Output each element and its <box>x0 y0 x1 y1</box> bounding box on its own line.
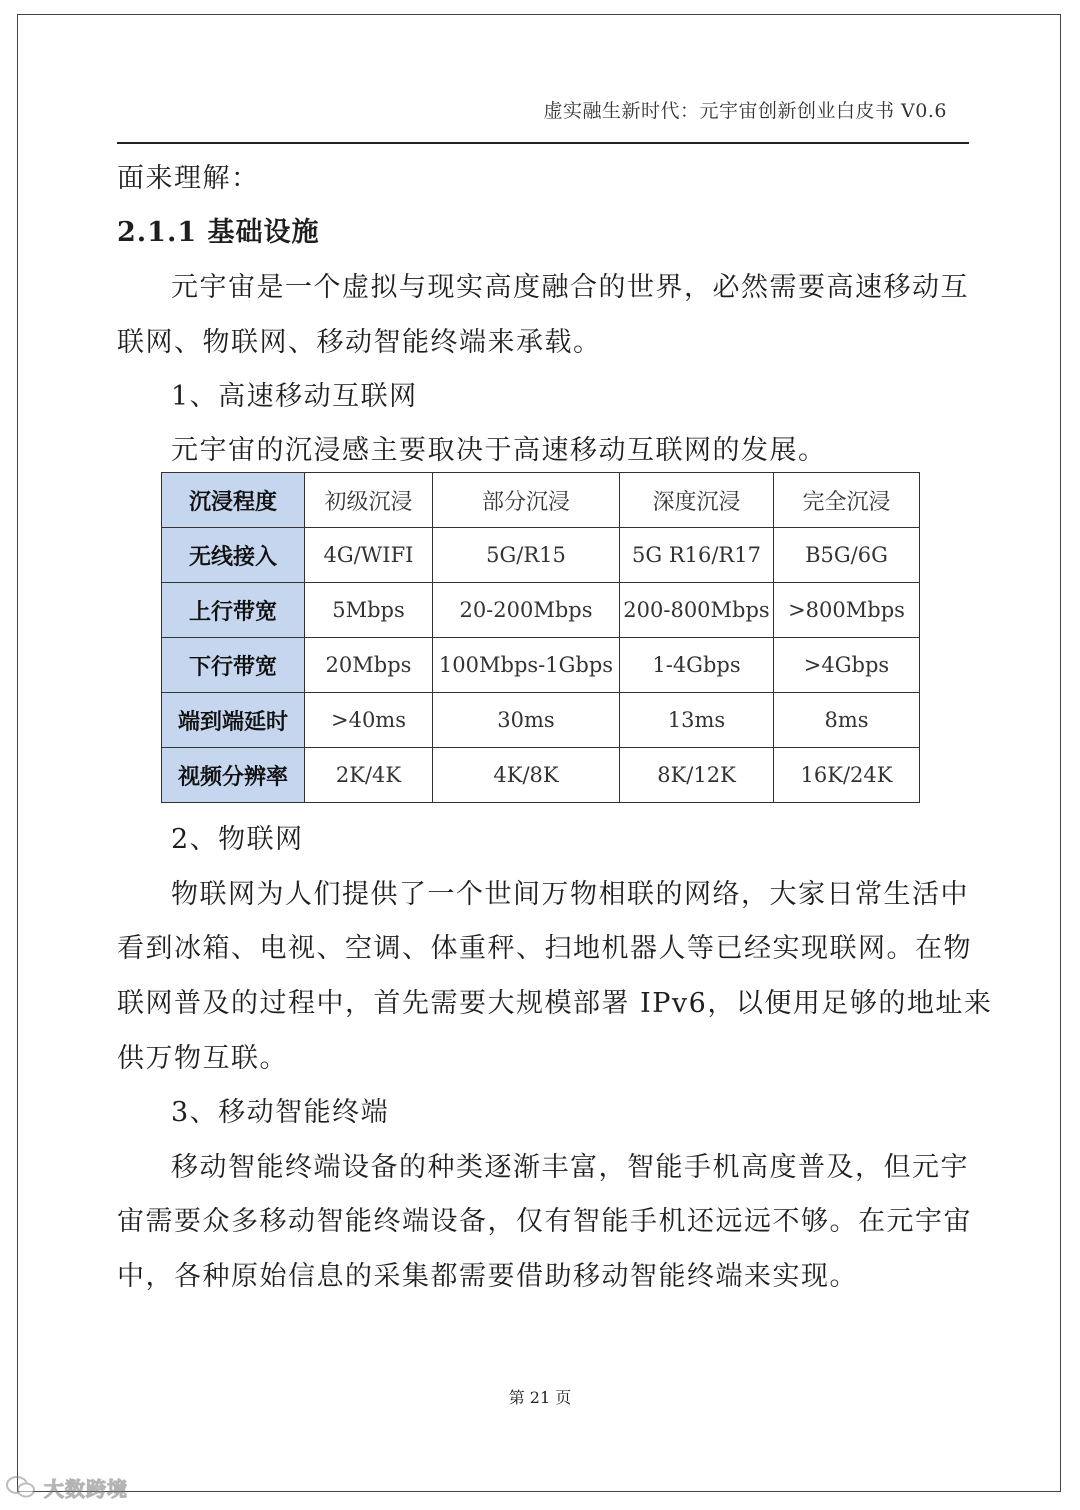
table-cell: 100Mbps-1Gbps <box>433 638 620 693</box>
table-header-row <box>162 473 920 528</box>
page-number: 第 21 页 <box>508 1388 572 1407</box>
table-row-label: 端到端延时 <box>162 693 305 748</box>
table-cell: >800Mbps <box>774 583 920 638</box>
table-row-label: 上行带宽 <box>162 583 305 638</box>
paragraph-line: 移动智能终端设备的种类逐渐丰富，智能手机高度普及，但元宇 <box>171 1152 969 1183</box>
table-row-label: 沉浸程度 <box>162 473 305 528</box>
paragraph-line: 看到冰箱、电视、空调、体重秤、扫地机器人等已经实现联网。在物 <box>117 933 972 964</box>
table-cell: 20Mbps <box>305 638 433 693</box>
table-cell: 16K/24K <box>774 748 920 803</box>
table-cell: 20-200Mbps <box>433 583 620 638</box>
header-rule <box>117 142 969 144</box>
table-cell: 8ms <box>774 693 920 748</box>
table-cell: >4Gbps <box>774 638 920 693</box>
table-row <box>162 528 920 583</box>
table-cell: 4K/8K <box>433 748 620 803</box>
wechat-icon <box>6 1475 36 1499</box>
table-cell: 13ms <box>620 693 774 748</box>
table-header-cell: 部分沉浸 <box>433 473 620 528</box>
table-cell: 5G/R15 <box>433 528 620 583</box>
table-header-cell: 初级沉浸 <box>305 473 433 528</box>
paragraph-line: 中，各种原始信息的采集都需要借助移动智能终端来实现。 <box>117 1261 858 1292</box>
paragraph-line: 联网、物联网、移动智能终端来承载。 <box>117 327 602 358</box>
item3-title: 3、移动智能终端 <box>171 1097 390 1128</box>
table-row <box>162 693 920 748</box>
table-row-label: 无线接入 <box>162 528 305 583</box>
table-cell: 2K/4K <box>305 748 433 803</box>
paragraph-line: 物联网为人们提供了一个世间万物相联的网络，大家日常生活中 <box>171 879 969 910</box>
network-spec-table <box>161 472 920 803</box>
table-cell: B5G/6G <box>774 528 920 583</box>
table-header-cell: 完全沉浸 <box>774 473 920 528</box>
item1-title: 1、高速移动互联网 <box>171 381 418 412</box>
item2-title: 2、物联网 <box>171 824 304 855</box>
paragraph-line: 元宇宙是一个虚拟与现实高度融合的世界，必然需要高速移动互 <box>171 272 969 303</box>
watermark-text: 大数跨境 <box>44 1476 128 1501</box>
table-header-cell: 深度沉浸 <box>620 473 774 528</box>
intro-tail-text: 面来理解： <box>117 163 260 194</box>
table-row <box>162 583 920 638</box>
item1-text: 元宇宙的沉浸感主要取决于高速移动互联网的发展。 <box>171 435 827 466</box>
paragraph-line: 供万物互联。 <box>117 1043 288 1074</box>
paragraph-line: 联网普及的过程中，首先需要大规模部署 IPv6，以便用足够的地址来 <box>117 988 993 1019</box>
table-row-label: 下行带宽 <box>162 638 305 693</box>
section-heading: 2.1.1 基础设施 <box>117 217 320 248</box>
table-cell: 5Mbps <box>305 583 433 638</box>
paragraph-line: 宙需要众多移动智能终端设备，仅有智能手机还远远不够。在元宇宙 <box>117 1206 972 1237</box>
table-row <box>162 638 920 693</box>
table-cell: 30ms <box>433 693 620 748</box>
table-cell: 200-800Mbps <box>620 583 774 638</box>
running-header: 虚实融生新时代：元宇宙创新创业白皮书 V0.6 <box>543 100 947 122</box>
table-cell: 4G/WIFI <box>305 528 433 583</box>
table-cell: >40ms <box>305 693 433 748</box>
table-cell: 1-4Gbps <box>620 638 774 693</box>
watermark <box>6 1472 128 1502</box>
table-row <box>162 748 920 803</box>
table-row-label: 视频分辨率 <box>162 748 305 803</box>
table-cell: 5G R16/R17 <box>620 528 774 583</box>
table-cell: 8K/12K <box>620 748 774 803</box>
